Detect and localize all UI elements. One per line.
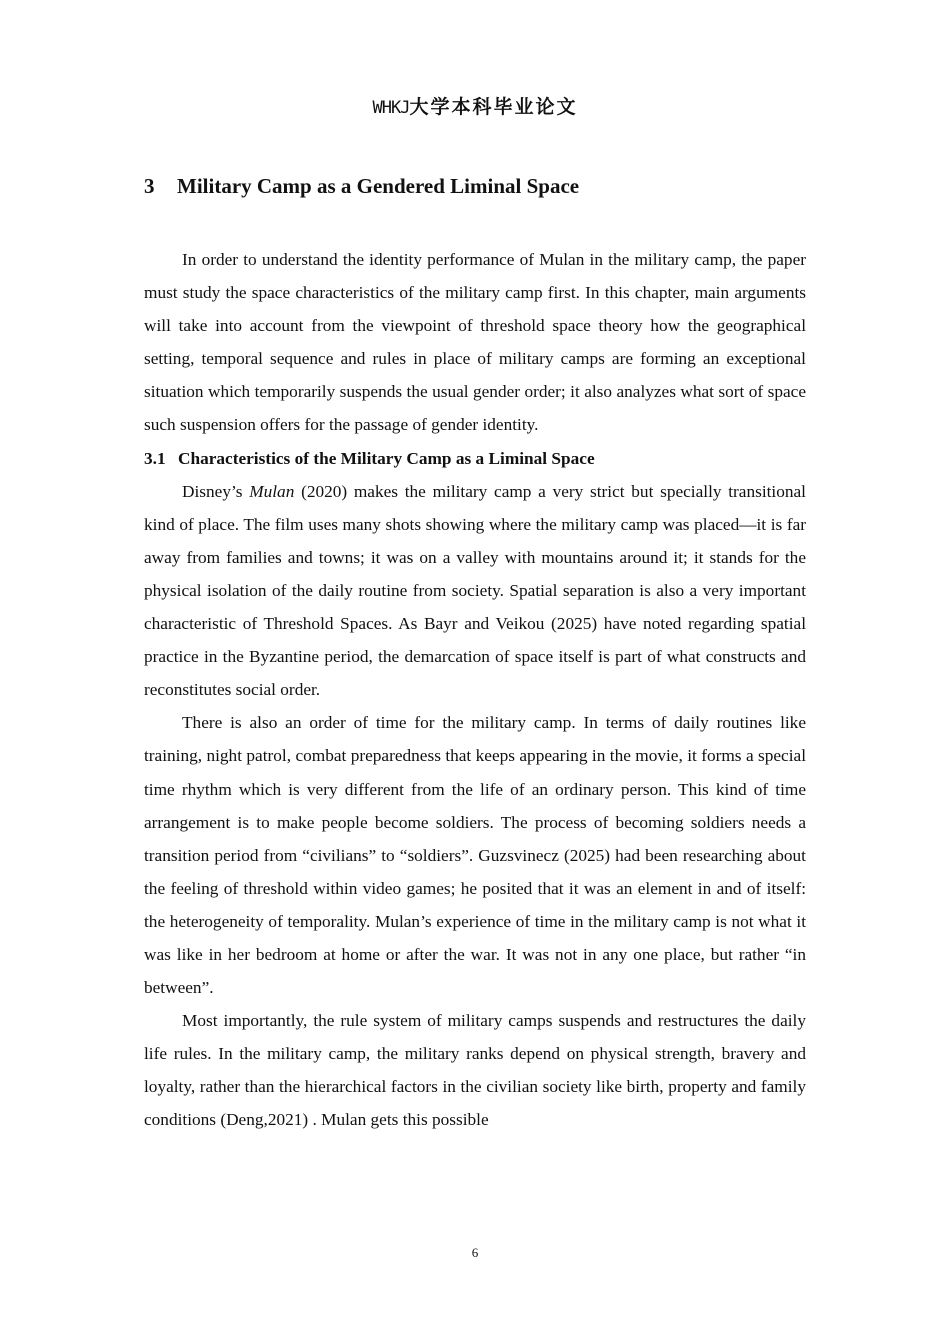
paragraph-temporal: There is also an order of time for the military camp. In terms of daily routines like training, night patrol, combat preparedness that keeps appearing in the movie, it forms a special time rhythm which is very different from the life of an ordinary person. This kind of time arrangement is to make people become soldiers. The process of becoming soldiers needs a transition period from “civilians” to “soldiers”. Guzsvinecz (2025) had been researching about the feeling of threshold within video games; he posited that it was an element in and of itself: the heterogeneity of temporality. Mulan’s experience of time in the military camp is not what it was like in her bedroom at home or after the war. It was not in any one place, but rather “in between”. <box>144 713 806 998</box>
section-heading <box>144 442 806 475</box>
intro-paragraph: In order to understand the identity performance of Mulan in the military camp, the paper must study the space characteristics of the military camp first. In this chapter, main arguments will take into account from the viewpoint of threshold space theory how the geographical setting, temporal sequence and rules in place of military camps are forming an exceptional situation which temporarily suspends the usual gender order; it also analyzes what sort of space such suspension offers for the passage of gender identity. <box>144 250 806 435</box>
paragraph-spatial-lead: Disney’s <box>182 481 250 501</box>
header-thesis-label: 大学本科毕业论文 <box>409 96 578 118</box>
paragraph-spatial <box>144 475 806 707</box>
body-text <box>144 243 806 1137</box>
paragraph-rules: Most importantly, the rule system of military camps suspends and restructures the daily life rules. In the military camp, the military ranks depend on physical strength, bravery and loyalty, rather than the hierarchical factors in the civilian society like birth, property and family conditions (Deng,2021) . Mulan gets this possible <box>144 1011 806 1130</box>
running-header <box>0 94 950 121</box>
chapter-number: 3 <box>144 174 155 198</box>
section-title: Characteristics of the Military Camp as a Liminal Space <box>178 448 595 468</box>
section-number: 3.1 <box>144 448 166 468</box>
chapter-title: Military Camp as a Gendered Liminal Space <box>177 174 580 198</box>
page-number: 6 <box>471 1245 479 1260</box>
chapter-heading <box>144 172 806 200</box>
paragraph-spatial-body: (2020) makes the military camp a very strict but specially transitional kind of place. The film uses many shots showing where the military camp was placed—it is far away from families and towns; it was on a valley with mountains around it; it stands for the physical isolation of the daily routine from society. Spatial separation is also a very important characteristic of Threshold Spaces. As Bayr and Veikou (2025) have noted regarding spatial practice in the Byzantine period, the demarcation of space itself is part of what constructs and reconstitutes social order. <box>144 481 806 700</box>
film-title: Mulan <box>249 481 295 501</box>
header-institution-code: WHKJ <box>372 98 410 118</box>
